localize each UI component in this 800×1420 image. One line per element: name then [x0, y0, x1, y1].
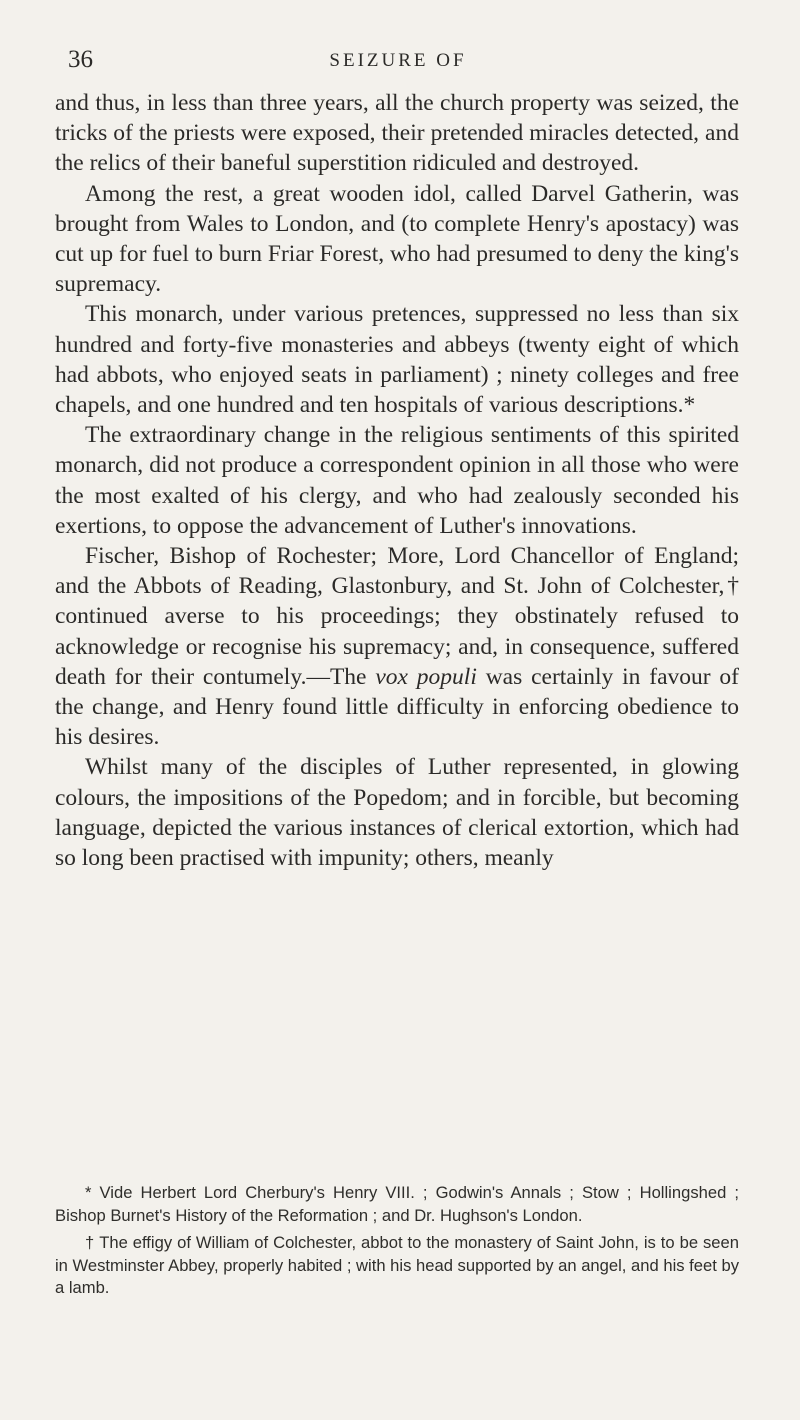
paragraph: The extraordinary change in the religious sentiments of this spirited monarch, did not produce a correspondent opinion in all those who were the most exalted of his clergy, and who had zealously seconded his exertions, to oppose the advancement of Luther's innovations. — [55, 422, 739, 539]
footnotes — [55, 1182, 739, 1305]
footnote: † The effigy of William of Colchester, abbot to the monastery of Saint John, is to be seen in Westminster Abbey, properly habited ; with his head supported by an angel, and his feet by a lamb. — [55, 1233, 739, 1298]
paragraph: Among the rest, a great wooden idol, called Darvel Gatherin, was brought from Wales to London, and (to complete Henry's apostacy) was cut up for fuel to burn Friar Forest, who had presumed to deny the king's supremacy. — [55, 180, 739, 298]
italic-phrase: vox populi — [375, 663, 477, 690]
paragraph: and thus, in less than three years, all the church property was seized, the tricks of the priests were exposed, their pretended miracles detected, and the relics of their baneful superstition ridiculed and destroyed. — [55, 90, 739, 177]
page-number: 36 — [68, 46, 93, 73]
paragraph — [55, 541, 739, 752]
paragraph: This monarch, under various pretences, suppressed no less than six hundred and forty-five monasteries and abbeys (twenty eight of which had abbots, who enjoyed seats in parliament) ; ninety colleges and free chapels, and one hundred and ten hospitals of various descriptions.* — [55, 301, 739, 419]
footnote: * Vide Herbert Lord Cherbury's Henry VIII. ; Godwin's Annals ; Stow ; Hollingshed ; Bishop Burnet's History of the Reformation ; and Dr. Hughson's London. — [55, 1183, 739, 1225]
paragraph: Whilst many of the disciples of Luther represented, in glowing colours, the impositions of the Popedom; and in forcible, but becoming language, depicted the various instances of clerical extortion, which had so long been practised with impunity; others, meanly — [55, 754, 739, 872]
page-header — [68, 46, 728, 80]
running-title: SEIZURE OF — [329, 50, 467, 71]
paragraph-text: was certainly in favour of the change, and Henry found little difficulty in enforcing obedience to his desires. — [55, 663, 740, 751]
paragraph-text: Fischer, Bishop of Rochester; More, Lord Chancellor of England; and the Abbots of Reading, Glastonbury, and St. John of Colchester,† continued averse to his proceedings; they obstinately refused to acknowledge or recognise his supremacy; and, in consequence, suffered death for their contumely.—The — [55, 543, 739, 690]
body-text — [55, 88, 739, 873]
